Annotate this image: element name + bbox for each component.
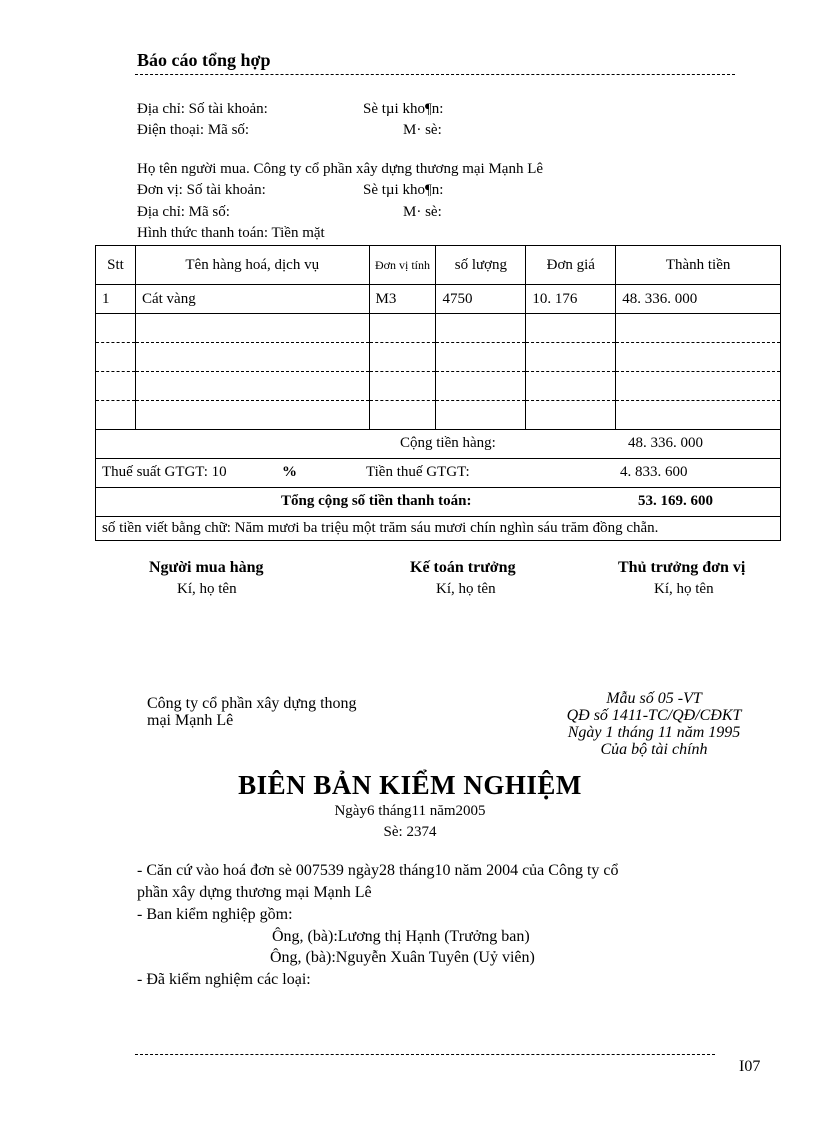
total-value: 53. 169. 600 (638, 493, 713, 509)
vat-value: 4. 833. 600 (620, 464, 688, 480)
signature-accountant-title: Kế toán trưởng (410, 559, 516, 576)
buyer-code: M· sè: (403, 204, 442, 220)
form-issuer: Của bộ tài chính (600, 741, 708, 758)
seller-code: M· sè: (403, 122, 442, 138)
cell-unit: M3 (369, 285, 436, 314)
col-header-amount: Thành tiền (616, 246, 781, 285)
col-header-qty: số lượng (436, 246, 526, 285)
form-number: Mẫu số 05 -VT (606, 690, 702, 707)
subtotal-label: Cộng tiền hàng: (400, 435, 496, 451)
total-label: Tổng cộng số tiền thanh toán: (281, 493, 472, 509)
page-number: I07 (739, 1058, 761, 1075)
committee-member-1: Ông, (bà):Lương thị Hạnh (Trưởng ban) (272, 928, 530, 945)
form-decision: QĐ số 1411-TC/QĐ/CĐKT (566, 707, 742, 724)
footer-divider (135, 1054, 715, 1055)
report-basis-line2: phần xây dựng thương mại Mạnh Lê (137, 884, 372, 901)
payment-method: Hình thức thanh toán: Tiền mặt (137, 225, 325, 241)
col-header-stt: Stt (96, 246, 136, 285)
subtotal-row (96, 430, 781, 459)
form-date: Ngày 1 tháng 11 năm 1995 (567, 724, 741, 741)
header-divider (135, 74, 735, 75)
table-row-empty (96, 372, 781, 401)
total-row (96, 488, 781, 517)
seller-address-account: Địa chỉ: Số tài khoản: (137, 101, 268, 117)
subtotal-value: 48. 336. 000 (628, 435, 703, 451)
buyer-account-number: Sè tµi kho¶n: (363, 182, 444, 198)
buyer-name: Họ tên người mua. Công ty cổ phần xây dựng thương mại Mạnh Lê (137, 161, 544, 177)
report-company-line1: Công ty cổ phần xây dựng thong (147, 695, 357, 712)
cell-name: Cát vàng (135, 285, 369, 314)
table-row-empty (96, 401, 781, 430)
table-row-empty (96, 343, 781, 372)
col-header-unit: Đơn vị tính (369, 246, 436, 285)
cell-price: 10. 176 (526, 285, 616, 314)
buyer-unit-account: Đơn vị: Số tài khoản: (137, 182, 266, 198)
signature-director-title: Thủ trưởng đơn vị (618, 559, 746, 576)
vat-rate-label: Thuế suất GTGT: 10 (102, 464, 227, 480)
report-number: Sè: 2374 (383, 824, 437, 840)
vat-label: Tiền thuế GTGT: (366, 464, 470, 480)
seller-phone-code: Điện thoại: Mã số: (137, 122, 250, 138)
report-date: Ngày6 tháng11 năm2005 (334, 803, 486, 819)
cell-stt: 1 (96, 285, 136, 314)
amount-in-words-row (96, 517, 781, 541)
report-checked-items: - Đã kiểm nghiệm các loại: (137, 971, 311, 988)
signature-accountant-note: Kí, họ tên (436, 581, 496, 597)
table-row-empty (96, 314, 781, 343)
committee-member-2: Ông, (bà):Nguyễn Xuân Tuyên (Uỷ viên) (270, 949, 535, 966)
amount-in-words: số tiền viết bằng chữ: Năm mươi ba triệu một trăm sáu mươi chín nghìn sáu trăm đồng chẵn. (96, 517, 781, 541)
buyer-address-code: Địa chỉ: Mã số: (137, 204, 230, 220)
col-header-price: Đơn giá (526, 246, 616, 285)
report-committee: - Ban kiểm nghiệp gồm: (137, 906, 293, 923)
report-title: BIÊN BẢN KIỂM NGHIỆM (238, 770, 582, 800)
table-row (96, 285, 781, 314)
signature-buyer-title: Người mua hàng (149, 559, 264, 576)
report-basis-line1: - Căn cứ vào hoá đơn sè 007539 ngày28 tháng10 năm 2004 của Công ty cổ (137, 862, 619, 879)
report-company-line2: mại Mạnh Lê (147, 712, 234, 729)
invoice-table (95, 245, 781, 541)
vat-row (96, 459, 781, 488)
col-header-name: Tên hàng hoá, dịch vụ (135, 246, 369, 285)
cell-qty: 4750 (436, 285, 526, 314)
vat-percent: % (282, 464, 297, 480)
signature-director-note: Kí, họ tên (654, 581, 714, 597)
page-title: Báo cáo tổng hợp (137, 50, 271, 70)
table-header-row (96, 246, 781, 285)
seller-account-number: Sè tµi kho¶n: (363, 101, 444, 117)
signature-buyer-note: Kí, họ tên (177, 581, 237, 597)
cell-amount: 48. 336. 000 (616, 285, 781, 314)
